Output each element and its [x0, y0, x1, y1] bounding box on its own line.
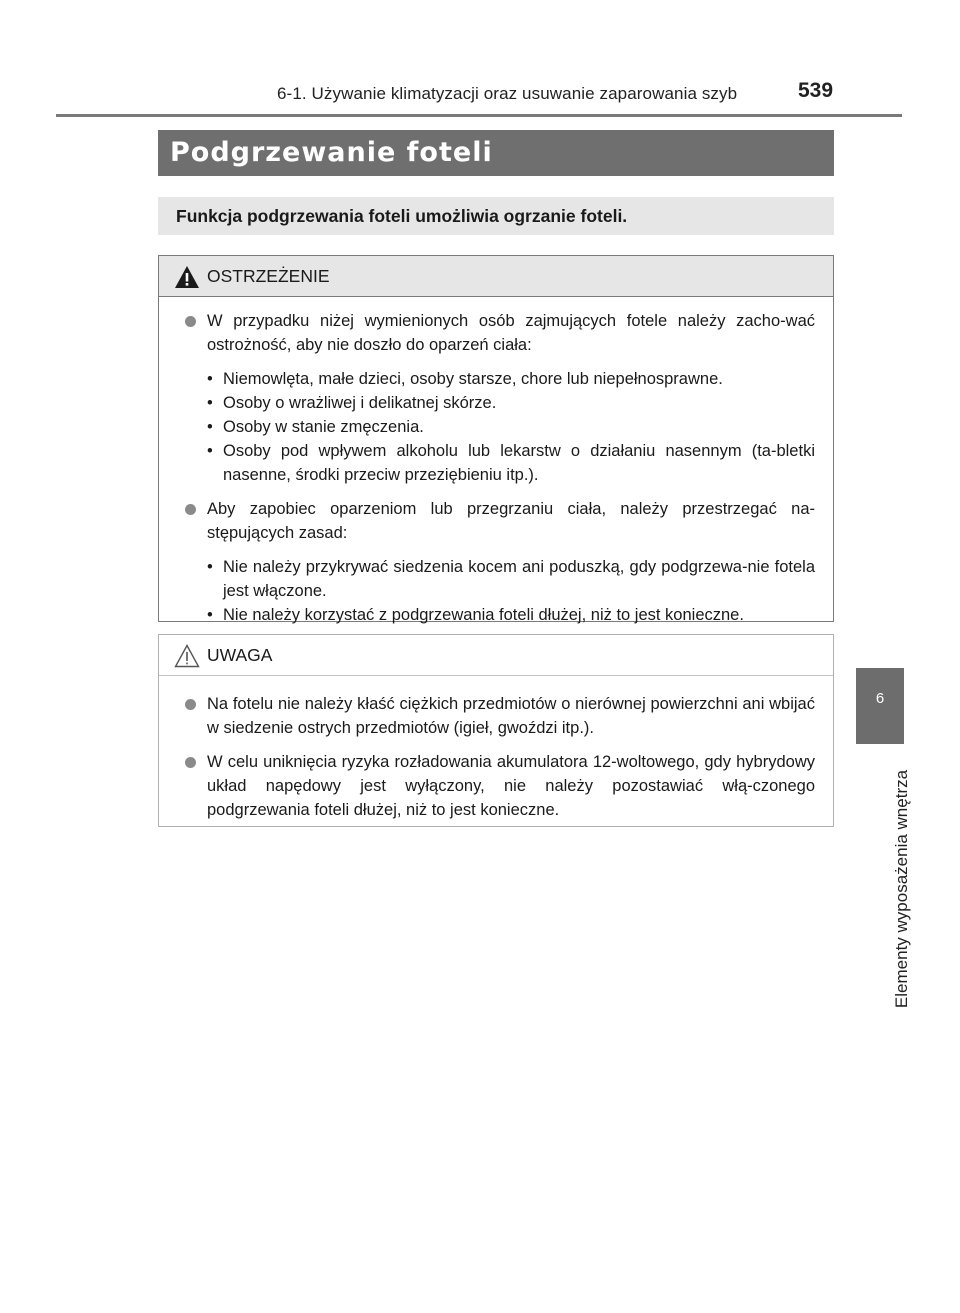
chapter-tab-number: 6 [875, 690, 885, 707]
chapter-tab [856, 668, 904, 744]
caution-item: Na fotelu nie należy kłaść ciężkich przedmiotów o nierównej powierzchni ani wbijać w siedzenie ostrych przedmiotów (igieł, gwoździ itp.). [183, 692, 815, 740]
caution-header [159, 635, 833, 676]
bullet-dot-icon [185, 316, 196, 327]
warning-sublist [183, 367, 815, 487]
warning-item: W przypadku niżej wymienionych osób zajmujących fotele należy zacho-wać ostrożność, aby nie doszło do oparzeń ciała: [183, 309, 815, 357]
section-title: Podgrzewanie foteli [158, 130, 834, 176]
chapter-side-label-text: Elementy wyposażenia wnętrza [892, 769, 911, 1009]
chapter-side-label [856, 744, 911, 1034]
list-item: • Nie należy przykrywać siedzenia kocem ani poduszką, gdy podgrzewa-nie fotela jest włączone. [207, 558, 815, 600]
list-item: • Osoby o wrażliwej i delikatnej skórze. [207, 394, 497, 412]
warning-triangle-filled-icon [174, 265, 200, 289]
header-divider [56, 114, 902, 117]
chapter-title: 6-1. Używanie klimatyzacji oraz usuwanie zaparowania szyb [277, 84, 738, 103]
caution-heading: UWAGA [207, 645, 273, 665]
page-number: 539 [798, 79, 834, 102]
caution-item: W celu uniknięcia ryzyka rozładowania akumulatora 12-woltowego, gdy hybrydowy układ napędowy jest wyłączony, nie należy pozostawiać włą-czonego podgrzewania foteli dłużej, niż to jest konieczne. [183, 750, 815, 822]
bullet-dot-icon [185, 504, 196, 515]
caution-box [158, 634, 834, 827]
warning-item: Aby zapobiec oparzeniom lub przegrzaniu ciała, należy przestrzegać na-stępujących zasad: [183, 497, 815, 545]
warning-box [158, 255, 834, 622]
list-item: • Osoby w stanie zmęczenia. [207, 418, 424, 436]
warning-header [159, 256, 833, 297]
list-item: • Osoby pod wpływem alkoholu lub lekarstw o działaniu nasennym (ta-bletki nasenne, środki przeciw przeziębieniu itp.). [207, 442, 815, 484]
warning-heading: OSTRZEŻENIE [207, 266, 330, 286]
warning-sublist [183, 555, 815, 627]
list-item: • Nie należy korzystać z podgrzewania foteli dłużej, niż to jest konieczne. [207, 606, 744, 624]
list-item: • Niemowlęta, małe dzieci, osoby starsze, chore lub niepełnosprawne. [207, 370, 723, 388]
warning-triangle-outline-icon [174, 644, 200, 668]
bullet-dot-icon [185, 757, 196, 768]
bullet-dot-icon [185, 699, 196, 710]
section-intro: Funkcja podgrzewania foteli umożliwia ogrzanie foteli. [158, 197, 834, 235]
